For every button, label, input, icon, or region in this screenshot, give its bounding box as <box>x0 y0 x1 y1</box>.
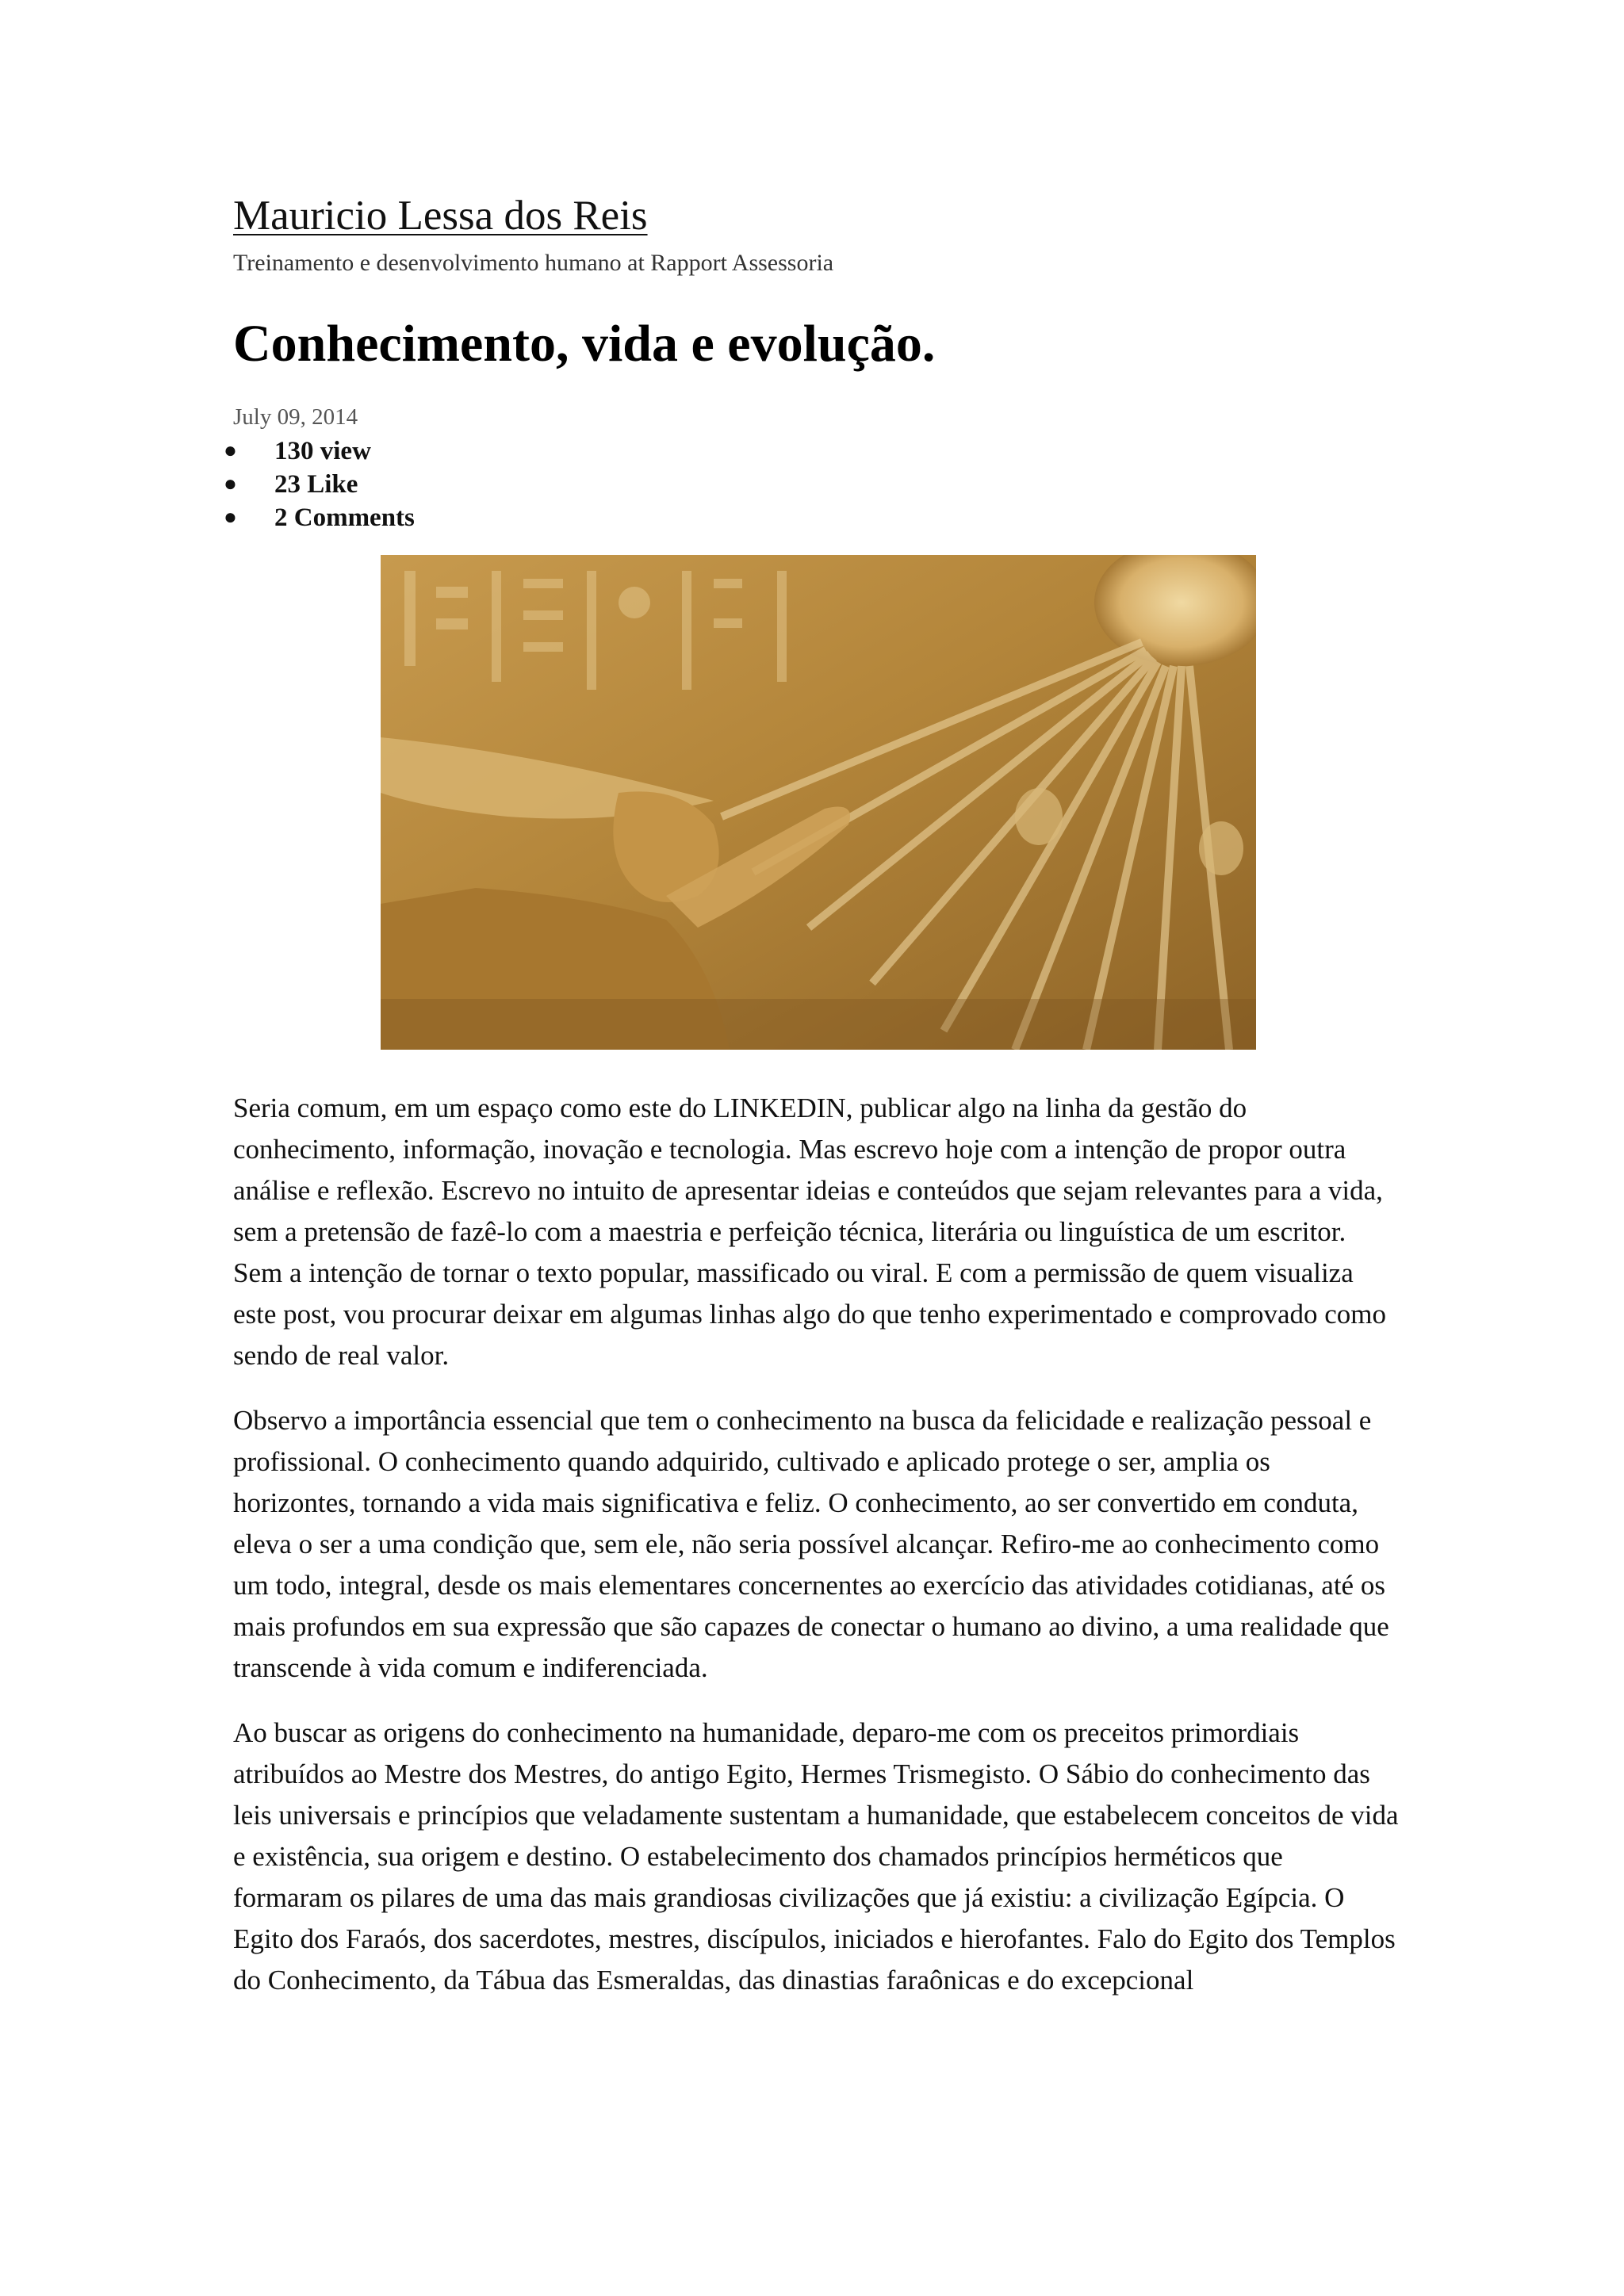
paragraph: Seria comum, em um espaço como este do LINKEDIN, publicar algo na linha da gestão do conhecimento, informação, inovação e tecnologia. Mas escrevo hoje com a intenção de propor outra análise e reflexão. Escrevo no intuito de apresentar ideias e conteúdos que sejam relevantes para a vida, sem a pretensão de fazê-lo com a maestria e perfeição técnica, literária ou linguística de um escritor. Sem a intenção de tornar o texto popular, massificado ou viral. E com a permissão de quem visualiza este post, vou procurar deixar em algumas linhas algo do que tenho experimentado e comprovado como sendo de real valor. <box>233 1093 1387 1371</box>
article-stats <box>224 434 1399 534</box>
paragraph: Observo a importância essencial que tem o conhecimento na busca da felicidade e realização pessoal e profissional. O conhecimento quando adquirido, cultivado e aplicado protege o ser, amplia os horizontes, tornando a vida mais significativa e feliz. O conhecimento, ao ser convertido em conduta, eleva o ser a uma condição que, sem ele, não seria possível alcançar. Refiro-me ao conhecimento como um todo, integral, desde os mais elementares concernentes ao exercício das atividades cotidianas, até os mais profundos em sua expressão que são capazes de conectar o humano ao divino, a uma realidade que transcende à vida comum e indiferenciada. <box>233 1405 1389 1683</box>
document-page <box>224 190 1399 1996</box>
stat-likes <box>224 468 1399 501</box>
bullet-icon: ● <box>224 472 237 496</box>
stat-likes-label: 23 Like <box>274 470 358 499</box>
author-headline: Treinamento e desenvolvimento humano at Rapport Assessoria <box>233 250 834 276</box>
paragraph: Ao buscar as origens do conhecimento na humanidade, deparo-me com os preceitos primordiais atribuídos ao Mestre dos Mestres, do antigo Egito, Hermes Trismegisto. O Sábio do conhecimento das leis universais e princípios que veladamente sustentam a humanidade, que estabelecem conceitos de vida e existência, sua origem e destino. O estabelecimento dos chamados princípios herméticos que formaram os pilares de uma das mais grandiosas civilizações que já existiu: a civilização Egípcia. O Egito dos Faraós, dos sacerdotes, mestres, discípulos, iniciados e hierofantes. Falo do Egito dos Templos do Conhecimento, da Tábua das Esmeraldas, das dinastias faraônicas e do excepcional <box>233 1717 1399 1996</box>
stat-views <box>224 434 1399 468</box>
publish-date: July 09, 2014 <box>233 404 358 430</box>
stat-comments <box>224 501 1399 534</box>
bullet-icon: ● <box>224 438 237 463</box>
stat-views-label: 130 view <box>274 437 371 465</box>
article-image <box>381 555 1256 1050</box>
stat-comments-label: 2 Comments <box>274 503 415 532</box>
bullet-icon: ● <box>224 505 237 530</box>
author-name[interactable]: Mauricio Lessa dos Reis <box>233 193 648 239</box>
article-body <box>233 1088 1399 2025</box>
article-title: Conhecimento, vida e evolução. <box>233 315 936 373</box>
egyptian-relief-icon <box>381 555 1256 1050</box>
